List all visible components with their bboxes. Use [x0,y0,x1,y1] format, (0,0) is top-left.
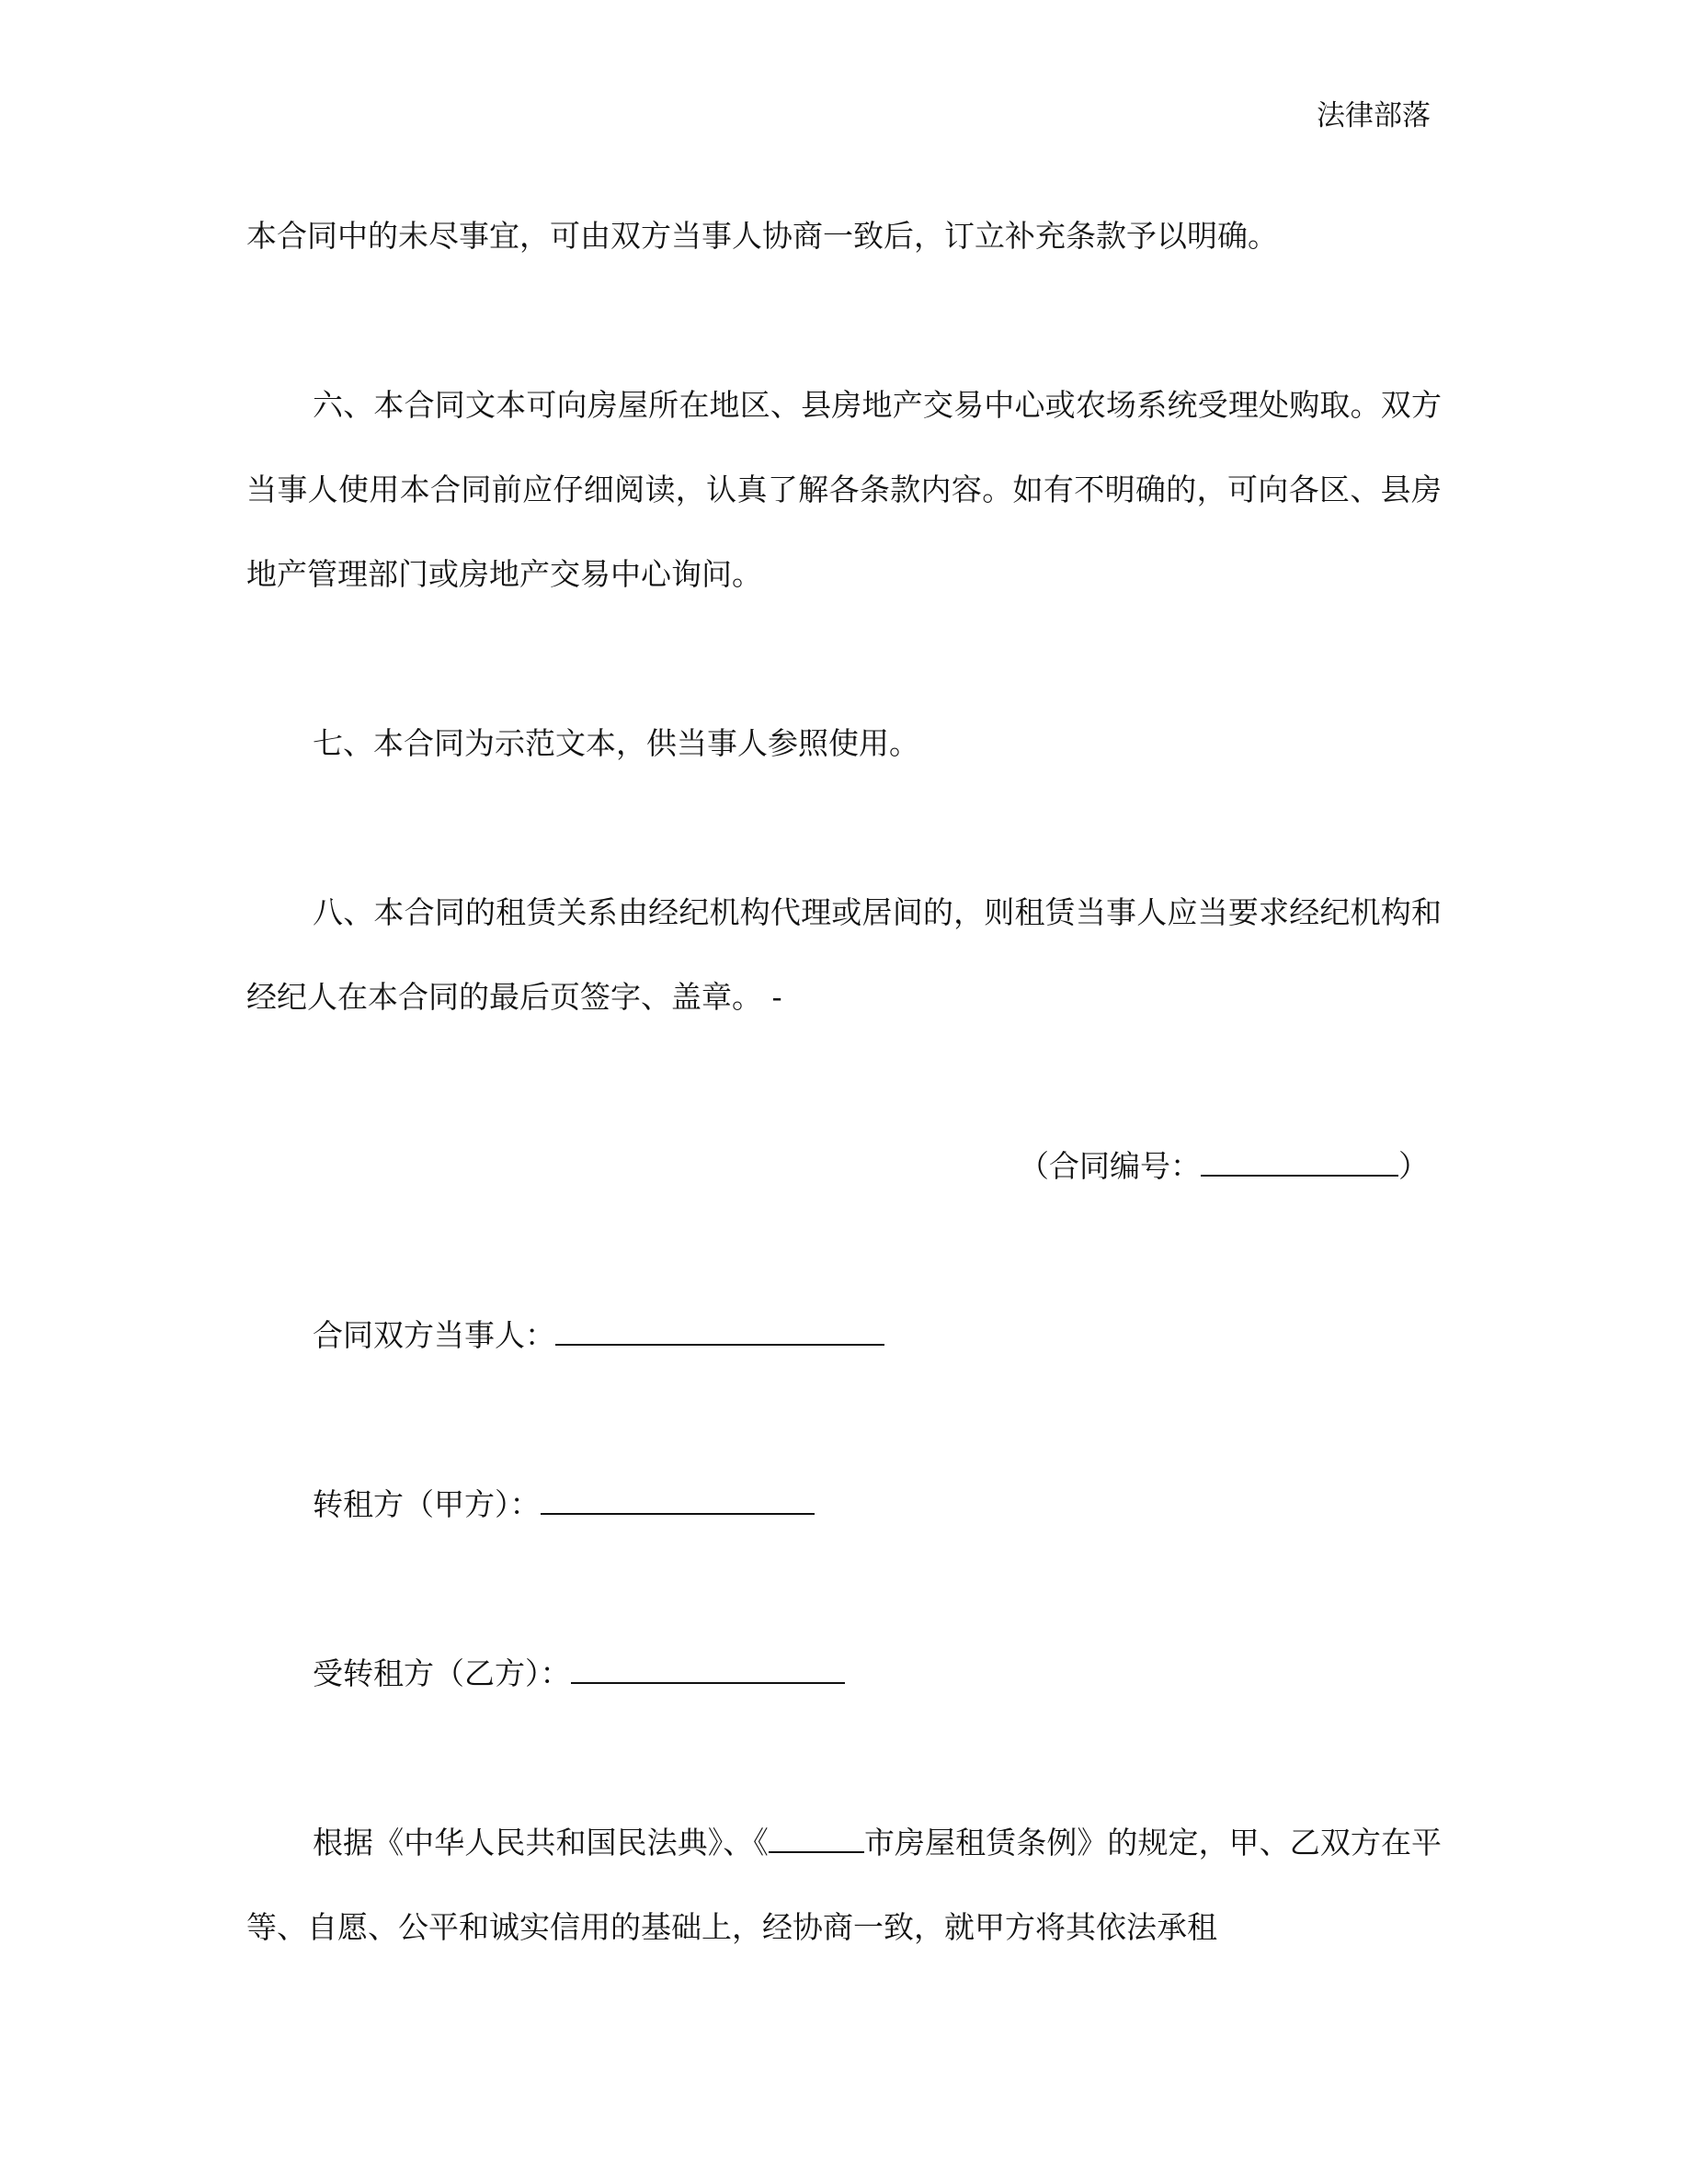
party-a-line [246,1462,1442,1547]
party-a-label: 转租方（甲方）： [313,1486,541,1522]
party-b-line [246,1632,1442,1716]
preamble-paragraph [246,1801,1442,1970]
header-mark: 法律部落 [1317,99,1431,132]
contract-number-close: ） [1398,1148,1429,1184]
party-b-label: 受转租方（乙方）： [313,1655,571,1691]
contract-number-blank[interactable] [1201,1147,1398,1177]
party-b-blank[interactable] [571,1655,845,1684]
preamble-part-1: 根据《中华人民共和国民法典》、《 [313,1825,769,1860]
clause-eight: 八、本合同的租赁关系由经纪机构代理或居间的，则租赁当事人应当要求经纪机构和经纪人在本合同的最后页签字、盖章。 - [246,894,1442,1015]
preamble-part-2: 市房屋租赁条例》的规定，甲、乙双方在平等、自愿、公平和诚实信用的基础上，经协商一致，就甲方将其依法承租 [246,1825,1443,1945]
parties-label: 合同双方当事人： [313,1317,555,1353]
contract-number-label: （合同编号： [1019,1148,1201,1184]
clause-six: 六、本合同文本可向房屋所在地区、县房地产交易中心或农场系统受理处购取。双方当事人使用本合同前应仔细阅读，认真了解各条款内容。如有不明确的，可向各区、县房地产管理部门或房地产交易中心询问。 [246,387,1442,592]
party-a-blank[interactable] [541,1485,815,1515]
clause-unresolved-matters: 本合同中的未尽事宜，可由双方当事人协商一致后，订立补充条款予以明确。 [246,218,1278,254]
parties-line [246,1293,1442,1378]
parties-blank[interactable] [555,1316,884,1346]
city-blank[interactable] [769,1824,864,1853]
document-body [246,194,1442,1970]
clause-seven: 七、本合同为示范文本，供当事人参照使用。 [313,725,919,761]
contract-number-line [246,1124,1442,1209]
